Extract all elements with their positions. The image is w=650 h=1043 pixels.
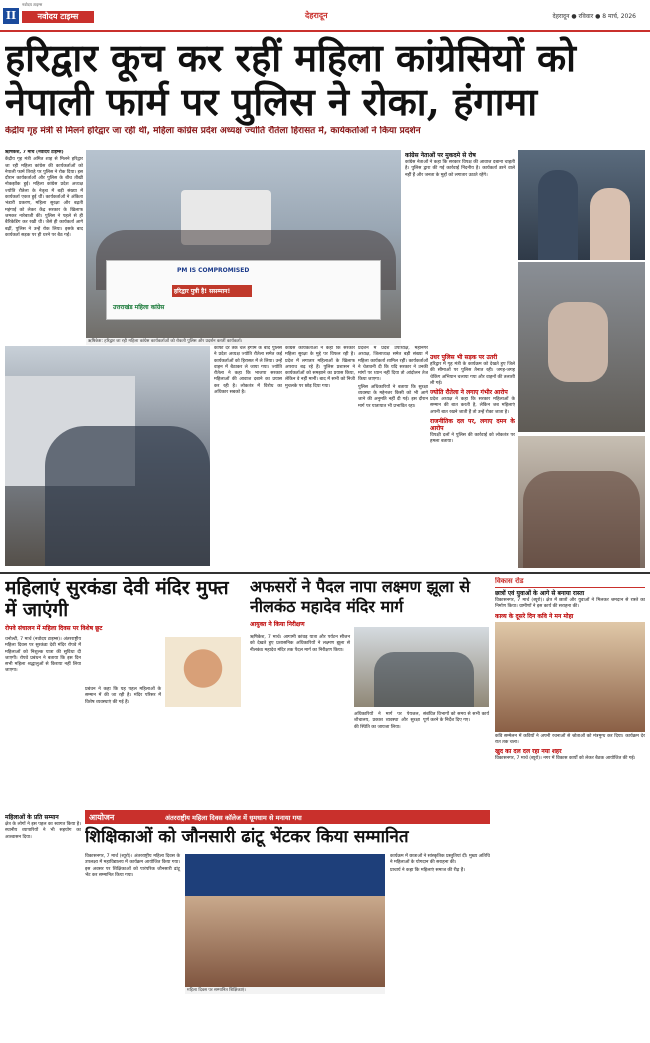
bottom-photo-caption: महिला दिवस पर सम्मानित शिक्षिकाएं। (185, 987, 385, 995)
banner-line2: हरिद्वार पुत्री है! ससम्मान! (172, 285, 252, 297)
lakshman-text-a: ऋषिकेश, 7 मार्च। आगामी कांवड़ यात्रा और पर्यटन सीजन को देखते हुए प्रशासनिक अधिकारियों ने लक्ष्मण झूला से नीलकंठ महादेव मंदिर तक पैदल मार्ग का निरीक्षण किया। (250, 635, 350, 653)
bottom-story (85, 810, 490, 1038)
right-label: विकास रोड (495, 577, 645, 588)
lakshman-text-c: संबंधित विभागों को समय से सभी कार्य पूर्ण करने के निर्देश दिए गए। (423, 712, 489, 724)
lead-body-col2 (214, 346, 282, 568)
lead-text-col1: केंद्रीय गृह मंत्री अमित शाह से मिलने हरिद्वार जा रही महिला कांग्रेस की कार्यकर्ताओं को नेपाली फार्म तिराहे पर पुलिस ने रोक दिया। इस दौरान कार्यकर्ताओं और पुलिस के बीच तीखी नोकझोंक हुई। महिला कांग्रेस प्रदेश अध्यक्ष ज्योति रौतेला के नेतृत्व में बड़ी संख्या में कार्यकर्ता एकत्र हुई थीं। कार्यकर्ताओं ने अंकिता भंडारी प्रकरण, महिला सुरक्षा और बढ़ती महंगाई को लेकर केंद्र सरकार के खिलाफ जमकर नारेबाजी की। पुलिस ने पहले से ही बैरिकेडिंग कर रखी थी। जैसे ही कार्यकर्ता आगे बढ़ीं, पुलिस ने उन्हें रोक लिया। इसके बाद कार्यकर्ता सड़क पर ही धरने पर बैठ गईं। (5, 157, 83, 238)
lead-photo (86, 150, 401, 345)
side-text4: विपक्षी दलों ने पुलिस की कार्रवाई को लोकतंत्र पर हमला बताया। (430, 433, 515, 445)
surkanda-col2 (85, 687, 161, 707)
surkanda-portrait (165, 637, 241, 707)
bottom-headline: शिक्षिकाओं को जौनसारी ढांटू भेंटकर किया सम्मानित (85, 827, 409, 847)
police-line-photo (5, 346, 210, 566)
masthead (0, 0, 650, 33)
bottom-tag: आयोजन (89, 813, 115, 822)
group-photo (518, 436, 645, 568)
section-divider (0, 572, 650, 574)
right-head2: काव्य के दूसरे दिन कवि ने मन मोहा (495, 612, 574, 620)
lead-text-col2: काफी देर तक चले हंगामे के बाद पुलिस ने प्रदेश अध्यक्ष ज्योति रौतेला समेत कई कार्यकर्ताओं को हिरासत में ले लिया। उन्हें वाहन में बैठाकर ले जाया गया। ज्योति रौतेला ने कहा कि भाजपा सरकार महिलाओं की आवाज दबाने का प्रयास कर रही है। लोकतंत्र में विरोध का अधिकार सबको है। (214, 346, 282, 396)
bottom-text-a: विकासनगर, 7 मार्च (ब्यूरो)। अंतरराष्ट्रीय महिला दिवस के उपलक्ष्य में महाविद्यालय में कार्यक्रम आयोजित किया गया। इस अवसर पर शिक्षिकाओं को पारंपरिक जौनसारी ढांटू भेंट कर सम्मानित किया गया। (85, 854, 180, 878)
police-photo (518, 150, 645, 260)
lakshman-col1 (250, 635, 350, 655)
lakshman-subhead: आयुक्त ने किया निरीक्षण (250, 621, 305, 628)
lead-text-col4: प्रदर्शन में प्रदेश उपाध्यक्ष, महानगर अध्यक्ष, जिलाध्यक्ष समेत बड़ी संख्या में महिला कार्यकर्ता शामिल रहीं। कार्यकर्ताओं ने चेतावनी दी कि यदि सरकार ने उनकी मांगों पर ध्यान नहीं दिया तो आंदोलन तेज किया जाएगा। (358, 346, 428, 383)
lead-dateline: ऋषिकेश, 7 मार्च (नवोदय टाइम्स) (5, 150, 64, 155)
bottom-text-b: कार्यक्रम में छात्राओं ने सांस्कृतिक प्रस्तुतियां दीं। मुख्य अतिथि ने महिलाओं के योगदान की सराहना की। (390, 854, 490, 866)
bottom-text-c: प्राचार्य ने कहा कि महिलाएं समाज की रीढ़ हैं। (390, 867, 465, 873)
right-text2: कवि सम्मेलन में कवियों ने अपनी रचनाओं से श्रोताओं को मंत्रमुग्ध कर दिया। कार्यक्रम देर रात तक चला। (495, 733, 645, 745)
bottom-col2 (390, 854, 490, 875)
right-text3: विकासनगर, 7 मार्च (ब्यूरो)। नगर में विकास कार्यों को लेकर बैठक आयोजित की गई। (495, 756, 636, 762)
surkanda-headline: महिलाएं सुरकंडा देवी मंदिर मुफ्त में जाएंगी (5, 577, 229, 621)
lakshman-photo (354, 627, 489, 707)
bottom-tag-bar (85, 810, 490, 824)
arrested-figure (548, 302, 608, 382)
group-figures (523, 471, 640, 568)
right-photo (495, 622, 645, 732)
surkanda-col1 (5, 637, 81, 676)
lead-body-col4 (358, 346, 428, 568)
lead-text-col5: पुलिस अधिकारियों ने बताया कि सुरक्षा व्यवस्था के मद्देनजर किसी को भी आगे जाने की अनुमति नहीं दी गई। इस दौरान मार्ग पर यातायात भी प्रभावित रहा। (358, 384, 428, 409)
surkanda-box-head: महिलाओं के प्रति सम्मान (5, 814, 59, 821)
banner-line3: उत्तराखंड महिला कांग्रेस (113, 304, 165, 311)
lakshman-text-b: अधिकारियों ने मार्ग पर पेयजल, शौचालय, प्रकाश व्यवस्था और सुरक्षा की स्थिति का जायजा लिया। (354, 712, 420, 730)
lead-headline (5, 36, 645, 128)
right-head3: खुद का दल दल रहा नया शहर (495, 748, 562, 756)
right-head1: छात्रों एवं युवाओं के आगे से बनाया रास्ता (495, 590, 585, 597)
lead-photo-caption: ऋषिकेश: हरिद्वार जा रही महिला कांग्रेस कार्यकर्ताओं को रोकती पुलिस और प्रदर्शन करतीं कार्यकर्ता। (86, 338, 401, 346)
surkanda-subhead: रोपवे संचालन में महिला दिवस पर विशेष छूट (5, 625, 103, 632)
arrest-photo (518, 262, 645, 432)
lakshman-col3 (423, 712, 489, 726)
masthead-rule (0, 30, 650, 32)
lead-body-col1 (5, 150, 83, 342)
surkanda-text-a: धनोल्टी, 7 मार्च (नवोदय टाइम्स)। अंतरराष्ट्रीय महिला दिवस पर सुरकंडा देवी मंदिर रोपवे में महिलाओं को निशुल्क यात्रा की सुविधा दी जाएगी। रोपवे प्रबंधन ने बताया कि इस दिन सभी महिला श्रद्धालुओं से किराया नहीं लिया जाएगा। (5, 637, 81, 674)
section-name: देहरादून (305, 11, 328, 20)
lakshman-headline: अफसरों ने पैदल नापा लक्ष्मण झूला से नीलकंठ महादेव मंदिर मार्ग (250, 577, 471, 616)
side-text1: कांग्रेस नेताओं ने कहा कि सरकार विपक्ष की आवाज दबाना चाहती है। पुलिस द्वारा की गई कार्रवाई निंदनीय है। कार्यकर्ता डरने वाले नहीं हैं और जनता के मुद्दों को लगातार उठाते रहेंगे। (405, 160, 515, 178)
tagline: नवोदय टाइम्स (22, 2, 43, 7)
side-head3: ज्योति रौतेला ने लगाए गंभीर आरोप (430, 389, 508, 397)
side-head2: उधर पुलिस भी सड़क पर उतरी (430, 354, 498, 361)
lakshman-story (250, 577, 490, 807)
lead-body-col3 (285, 346, 355, 568)
side-head4: राजनीतिक दल पर, लगाए दमन के आरोप (430, 418, 515, 433)
surkanda-box (5, 812, 81, 1037)
protest-banner (106, 260, 381, 320)
lakshman-col2 (354, 712, 420, 732)
surkanda-text-b: प्रबंधन ने कहा कि यह पहल महिलाओं के सम्मान में की जा रही है। मंदिर परिसर में विशेष व्यवस्थाएं की गई हैं। (85, 687, 161, 705)
right-column (495, 577, 645, 1037)
right-text1: विकासनगर, 7 मार्च (ब्यूरो)। क्षेत्र में छात्रों और युवाओं ने मिलकर श्रमदान से रास्ते का निर्माण किया। ग्रामीणों ने इस कार्य की सराहना की। (495, 598, 645, 610)
police-group (45, 426, 210, 566)
bottom-col1 (85, 854, 180, 880)
bottom-photo (185, 854, 385, 994)
lead-headline-line2: नेपाली फार्म पर पुलिस ने रोका, हंगामा (5, 79, 538, 124)
woman-figure (590, 188, 630, 260)
side-head1: कांग्रेस नेताओं पर मुकदमे से रोष (405, 152, 476, 159)
side-text3: प्रदेश अध्यक्ष ने कहा कि सरकार महिलाओं के सम्मान की बात करती है, लेकिन जब महिलाएं अपनी बात रखने जाती हैं तो उन्हें रोका जाता है। (430, 397, 515, 415)
surkanda-story (5, 577, 245, 807)
surkanda-box-text: क्षेत्र के लोगों ने इस पहल का स्वागत किया है। स्थानीय व्यापारियों ने भी सहयोग का आश्वासन दिया। (5, 822, 81, 840)
page-number: II (3, 8, 19, 24)
paper-name: नवोदय टाइम्स (22, 11, 94, 23)
side-text2: हरिद्वार में गृह मंत्री के कार्यक्रम को देखते हुए जिले की सीमाओं पर पुलिस तैनात रही। जगह-जगह चेकिंग अभियान चलाया गया और वाहनों की तलाशी ली गई। (430, 362, 515, 386)
side-column-lower (430, 352, 515, 568)
lead-text-col3: कांग्रेस कार्यकर्ताओं ने कहा कि सरकार महिला सुरक्षा के मुद्दे पर विफल रही है। प्रदेश में लगातार महिलाओं के खिलाफ अपराध बढ़ रहे हैं। पुलिस प्रशासन ने कार्यकर्ताओं को समझाने का प्रयास किया, लेकिन वे नहीं मानीं। बाद में सभी को निजी मुचलके पर छोड़ दिया गया। (285, 346, 355, 389)
official-figures (374, 652, 474, 707)
bottom-kicker: अंतरराष्ट्रीय महिला दिवस कॉलेज में धूमधाम से मनाया गया (165, 814, 302, 822)
police-figure (538, 170, 578, 260)
dateline: देहरादून ● रविवार ● 8 मार्च, 2026 (552, 13, 636, 20)
lead-headline-line1: हरिद्वार कूच कर रहीं महिला कांग्रेसियों को (5, 36, 577, 80)
side-column (405, 150, 515, 342)
lead-subhead: केंद्रीय गृह मंत्री से मिलने हरिद्वार जा रहीं थीं, महिला कांग्रेस प्रदेश अध्यक्ष ज्योति रौतेला हिरासत में, कार्यकर्ताओं ने किया प्रदर्शन (5, 126, 421, 136)
banner-line1: PM IS COMPROMISED (177, 267, 250, 274)
